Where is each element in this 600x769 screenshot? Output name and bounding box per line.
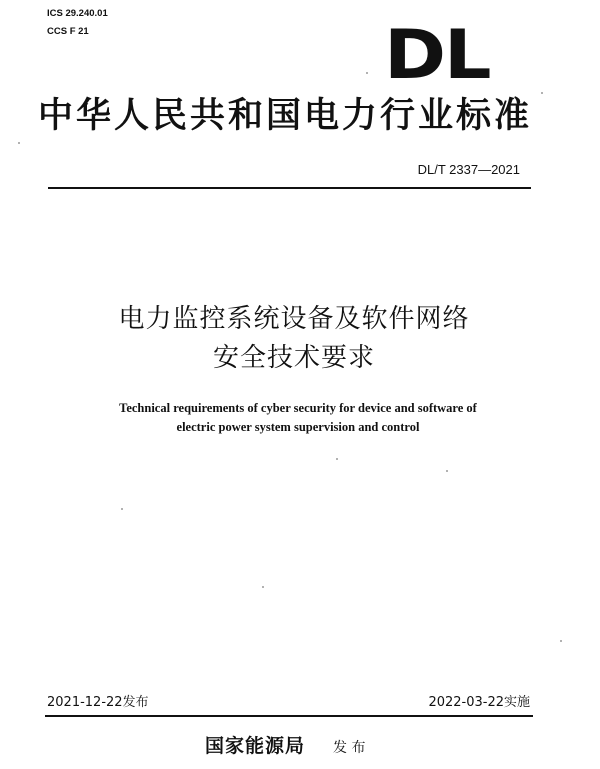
document-title-en-line1: Technical requirements of cyber security for device and software of [119,401,477,415]
dl-logo: DL [384,16,490,95]
standard-number: DL/T 2337—2021 [417,162,520,177]
document-title-en-line2: electric power system supervision and control [176,420,420,434]
document-title-zh-line2: 安全技术要求 [212,343,375,373]
issuing-authority: 国家能源局 [205,735,306,757]
industry-standard-title: 中华人民共和国电力行业标准 [38,95,533,136]
document-title-zh-line1: 电力监控系统设备及软件网络 [118,304,470,334]
scan-speck [560,640,562,642]
issue-label: 发 布 [333,740,366,756]
scan-speck [18,142,20,144]
implement-date: 2022-03-22实施 [428,695,530,710]
scan-speck [121,508,123,510]
ccs-code: CCS F 21 [47,26,89,37]
scan-speck [336,458,338,460]
scan-speck [541,92,543,94]
scan-speck [262,586,264,588]
scan-speck [446,470,448,472]
header-divider [48,187,531,189]
ics-code: ICS 29.240.01 [47,8,108,19]
scan-speck [366,72,368,74]
footer-divider [45,715,533,717]
publish-date: 2021-12-22发布 [47,695,149,710]
